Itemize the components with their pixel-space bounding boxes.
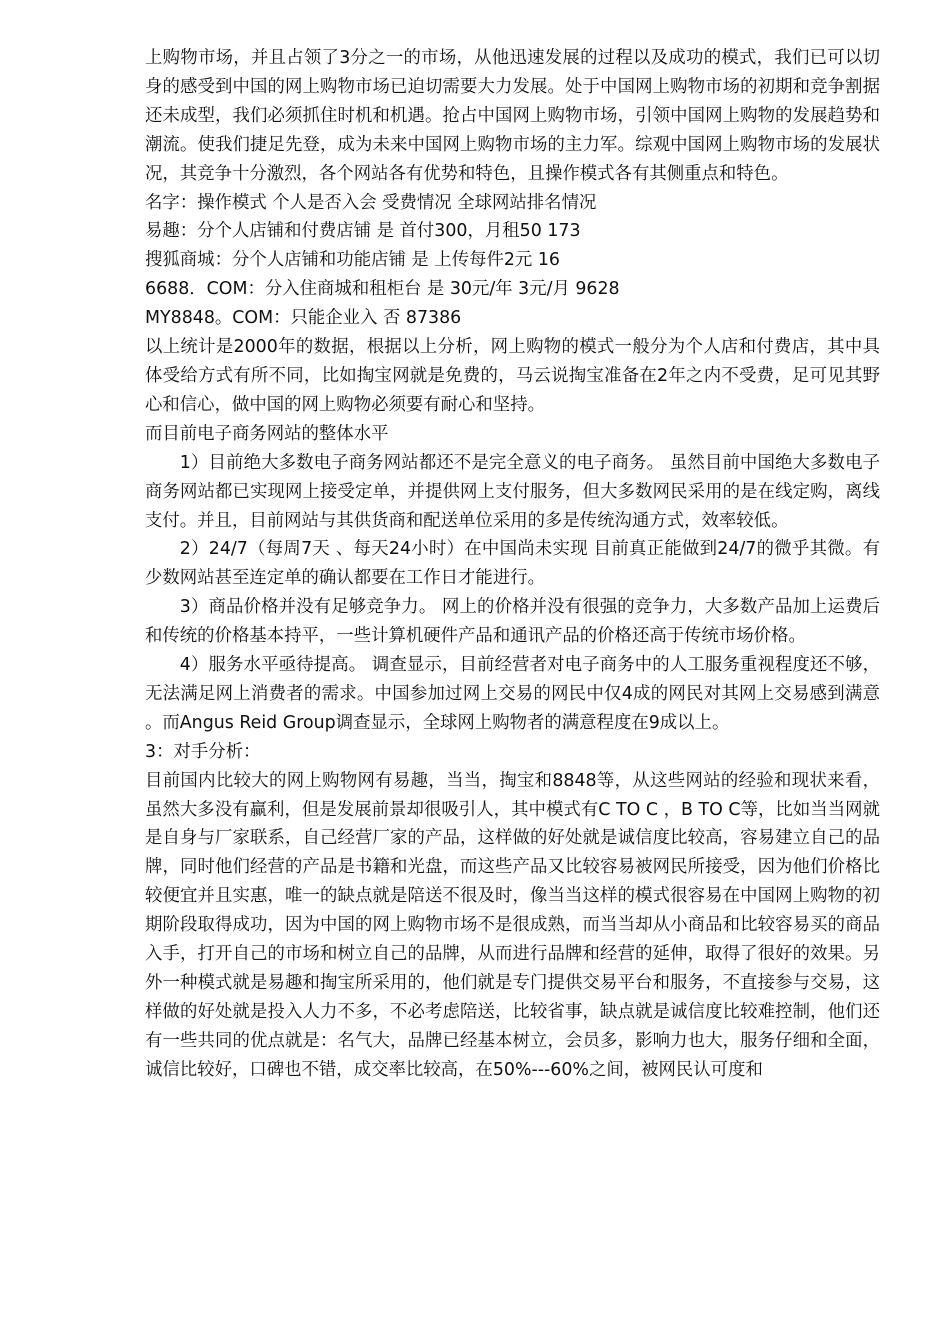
list-item-3: 3）商品价格并没有足够竞争力。 网上的价格并没有很强的竞争力，大多数产品加上运费后和传统的价格基本持平，一些计算机硬件产品和通讯产品的价格还高于传统市场价格。 xyxy=(145,597,880,647)
site-row-yiqu: 易趣：分个人店铺和付费店铺 是 首付300，月租50 173 xyxy=(145,221,581,242)
site-row-6688: 6688．COM：分入住商城和租柜台 是 30元/年 3元/月 9628 xyxy=(145,279,620,300)
table-header-line: 名字：操作模式 个人是否入会 受费情况 全球网站排名情况 xyxy=(145,192,597,213)
section-heading-overall: 而目前电子商务网站的整体水平 xyxy=(145,423,389,444)
section-heading-competitors: 3：对手分析： xyxy=(145,741,261,762)
site-row-my8848: MY8848。COM：只能企业入 否 87386 xyxy=(145,308,462,329)
paragraph-intro: 上购物市场，并且占领了3分之一的市场，从他迅速发展的过程以及成功的模式，我们已可以切身的感受到中国的网上购物市场已迫切需要大力发展。处于中国网上购物市场的初期和竞争割据还未成型，我们必须抓住时机和机遇。抢占中国网上购物市场，引领中国网上购物的发展趋势和潮流。使我们捷足先登，成为未来中国网上购物市场的主力军。综观中国网上购物市场的发展状况，其竞争十分激烈，各个网站各有优势和特色，且操作模式各有其侧重点和特色。 xyxy=(145,48,880,184)
site-row-sohu-mall: 搜狐商城：分个人店铺和功能店铺 是 上传每件2元 16 xyxy=(145,250,560,271)
list-item-4: 4）服务水平亟待提高。 调查显示，目前经营者对电子商务中的人工服务重视程度还不够，无法满足网上消费者的需求。中国参加过网上交易的网民中仅4成的网民对其网上交易感到满意。而Angus Reid Group调查显示，全球网上购物者的满意程度在9成以上。 xyxy=(145,655,880,733)
list-item-1: 1）目前绝大多数电子商务网站都还不是完全意义的电子商务。 虽然目前中国绝大多数电子商务网站都已实现网上接受定单，并提供网上支付服务，但大多数网民采用的是在线定购，离线支付。并且，目前网站与其供货商和配送单位采用的多是传统沟通方式，效率较低。 xyxy=(145,452,880,531)
document-page xyxy=(145,44,880,1085)
list-item-2: 2）24/7（每周7天 、每天24小时）在中国尚未实现 目前真正能做到24/7的微乎其微。有少数网站甚至连定单的确认都要在工作日才能进行。 xyxy=(145,539,880,589)
paragraph-statistics: 以上统计是2000年的数据，根据以上分析，网上购物的模式一般分为个人店和付费店，其中具体受给方式有所不同，比如掏宝网就是免费的，马云说掏宝准备在2年之内不受费，足可见其野心和信心，做中国的网上购物必须要有耐心和坚持。 xyxy=(145,337,880,415)
paragraph-competitor-analysis: 目前国内比较大的网上购物网有易趣，当当，掏宝和8848等，从这些网站的经验和现状来看，虽然大多没有赢利，但是发展前景却很吸引人，其中模式有C TO C ，B TO C等，比如当当网就是自身与厂家联系，自己经营厂家的产品，这样做的好处就是诚信度比较高，容易建立自己的品牌，同时他们经营的产品是书籍和光盘，而这些产品又比较容易被网民所接受，因为他们价格比较便宜并且实惠，唯一的缺点就是陪送不很及时，像当当这样的模式很容易在中国网上购物的初期阶段取得成功，因为中国的网上购物市场不是很成熟，而当当却从小商品和比较容易买的商品入手，打开自己的市场和树立自己的品牌，从而进行品牌和经营的延伸，取得了很好的效果。另外一种模式就是易趣和掏宝所采用的，他们就是专门提供交易平台和服务，不直接参与交易，这样做的好处就是投入人力不多，不必考虑陪送，比较省事，缺点就是诚信度比较难控制，他们还有一些共同的优点就是：名气大，品牌已经基本树立，会员多，影响力也大，服务仔细和全面，诚信比较好，口碑也不错，成交率比较高，在50%---60%之间，被网民认可度和 xyxy=(145,770,880,1080)
